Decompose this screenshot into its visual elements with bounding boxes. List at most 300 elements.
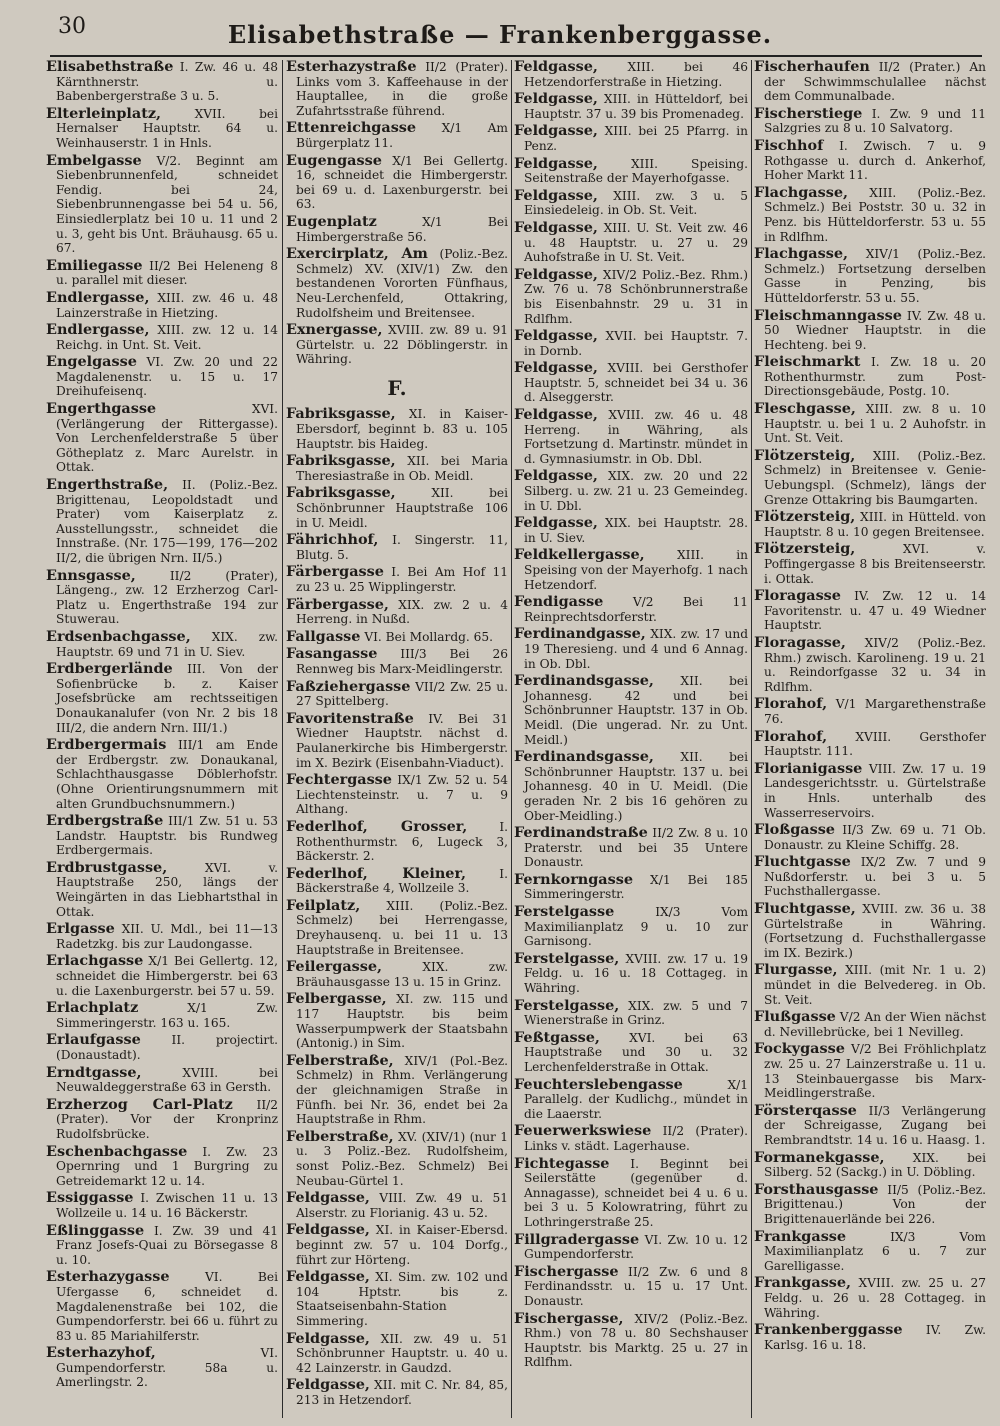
street-entry xyxy=(754,183,986,244)
street-name: Eugengasse xyxy=(286,151,382,169)
street-name: Ferdinandsgasse, xyxy=(514,672,654,690)
street-description: XVII. bei Hauptstr. 7. in Dornb. xyxy=(524,329,748,358)
street-description: XIII. zw. 3 u. 5 Einsiedeleig. in Ob. St. Veit. xyxy=(524,188,748,218)
street-description: VIII. Zw. 17 u. 19 Landesgerichtsstr. u. Gürtelstraße in Hnls. unterhalb des Wasserreservoirs. xyxy=(764,761,986,820)
street-description: I. Zw. 39 und 41 Franz Josefs-Quai zu Börsegasse 8 u. 10. xyxy=(56,1223,278,1267)
street-name: Ferstelgasse, xyxy=(514,949,620,967)
street-description: XV. (XIV/1) (nur 1 u. 3 Poliz.-Bez. Rudolfsheim, sonst Poliz.-Bez. Schmelz) Bei Neubau-Gürtel 1. xyxy=(296,1129,508,1188)
column-3 xyxy=(514,60,748,1418)
street-name: Fischergasse xyxy=(514,1262,619,1280)
street-description: XIII. bei 25 Pfarrg. in Penz. xyxy=(524,124,748,153)
street-name: Endlergasse, xyxy=(46,321,150,339)
street-description: I. Beginnt bei Seilerstätte (gegenüber d. Annagasse), schneidet bei 4 u. 6 u. bei 3 u. 5 Kolowratring, führt zu Lothringerstraße 25. xyxy=(524,1156,748,1229)
street-entry xyxy=(754,727,986,759)
street-entry xyxy=(754,823,986,852)
street-description: II/2 Bei Heleneng 8 u. parallel mit dieser. xyxy=(56,258,278,288)
street-name: Erlgasse xyxy=(46,920,115,938)
street-description: X/1 Bei 185 Simmeringerstr. xyxy=(524,872,748,902)
street-description: VI. Bei Ufergasse 6, schneidet d. Magdalenenstraße bei 102, die Gumpendorferstr. bei 66 u. führt zu 83 u. 85 Mariahilferstr. xyxy=(56,1270,278,1343)
street-description: V/2 An der Wien nächst d. Nevillebrücke, bei 1 Nevilleg. xyxy=(764,1010,986,1039)
street-entry xyxy=(514,548,748,592)
street-entry xyxy=(46,1095,278,1142)
street-entry xyxy=(514,1154,748,1230)
street-description: XVIII. zw. 89 u. 91 Gürtelstr. u. 22 Döblingerstr. in Währing. xyxy=(296,323,508,367)
street-name: Feldgasse, xyxy=(286,1329,370,1347)
street-description: II/2 (Prater). Links vom 3. Kaffeehause in der Hauptallee, in die große Zufahrtsstraße führend. xyxy=(296,60,508,118)
street-description: X/1 Am Bürgerplatz 11. xyxy=(296,121,508,150)
street-description: XIII. zw. 46 u. 48 Lainzerstraße in Hietzing. xyxy=(56,290,278,320)
street-name: Fendigasse xyxy=(514,593,604,611)
street-name: Frankenberggasse xyxy=(754,1321,903,1339)
street-entry xyxy=(286,247,508,320)
street-entry xyxy=(514,154,748,186)
street-entry xyxy=(46,662,278,735)
street-name: Feldgasse, xyxy=(286,1376,370,1394)
street-entry xyxy=(46,478,278,566)
street-entry xyxy=(46,256,278,288)
street-name: Feldgasse, xyxy=(514,186,598,204)
street-name: Fischhof xyxy=(754,136,824,154)
street-description: II. (Poliz.-Bez. Brigittenau, Leopoldstadt und Prater) vom Kaiserplatz z. Ausstellungsstr., schneidet die Innstraße. (Nr. 175—199, 176—202 II/2, die übrigen Nrn. II/5.) xyxy=(56,478,278,565)
street-entry xyxy=(46,151,278,256)
street-description: X/1 Bei Gellertg. 16, schneidet die Himbergerstr. bei 69 u. d. Laxenburgerstr. bei 63. xyxy=(296,153,508,212)
street-name: Erdbergermais xyxy=(46,736,167,754)
street-description: II/2 (Prater). Links v. städt. Lagerhause. xyxy=(524,1124,748,1153)
street-entry xyxy=(754,60,986,104)
street-name: Fechtergasse xyxy=(286,771,392,789)
street-description: III/1 am Ende der Erdbergstr. zw. Donaukanal, Schlachthausgasse Döblerhofstr. (Ohne Orientirungsnummern mit alten Grundbuchsnummern.) xyxy=(56,738,278,811)
street-description: XIV/1 (Pol.-Bez. Schmelz) in Rhm. Verlängerung der gleichnamigen Straße in Fünfh. bei Nr. 36, endet bei 2a Hauptstraße in Rhm. xyxy=(296,1053,508,1127)
street-name: Frankgasse xyxy=(754,1227,847,1245)
street-entry xyxy=(754,1276,986,1320)
street-description: XII. bei Johannesg. 42 und bei Schönbrunner Hauptstr. 137 in Ob. Meidl. (Die ungerad. Nr. zu Unt. Meidl.) xyxy=(524,674,748,747)
street-entry xyxy=(286,407,508,451)
street-description: XII. bei Schönbrunner Hauptstr. 137 u. bei Johannesg. 40 in U. Meidl. (Die geraden Nr. 2 bis 16 gehören zu Ober-Meidling.) xyxy=(524,750,748,823)
street-description: IV. Zw. 48 u. 50 Wiedner Hauptstr. in die Hechteng. bei 9. xyxy=(764,308,986,352)
street-name: Flötzersteig, xyxy=(754,446,856,464)
street-description: XI. zw. 115 und 117 Hauptstr. bis beim Wasserpumpwerk der Staatsbahn (Antonig.) in Sim. xyxy=(296,992,508,1051)
street-name: Feldgasse, xyxy=(514,122,598,140)
street-name: Feldgasse, xyxy=(514,327,598,345)
street-entry xyxy=(514,124,748,153)
street-name: Feßtgasse, xyxy=(514,1028,600,1046)
street-name: Feldgasse, xyxy=(514,90,598,108)
street-description: II/2 (Prater.) An der Schwimmschulallee nächst dem Communalbade. xyxy=(764,60,986,104)
street-description: X/1 Bei Gellertg. 12, schneidet die Himbergerstr. bei 63 u. die Laxenburgerstr. bei 57 u. 59. xyxy=(56,954,278,998)
street-description: X/1 Parallelg. der Kudlichg., mündet in die Laaerstr. xyxy=(524,1077,748,1121)
street-entry xyxy=(286,565,508,594)
street-entry xyxy=(754,1227,986,1274)
street-name: Floragasse, xyxy=(754,633,846,651)
street-description: XII. zw. 49 u. 51 Schönbrunner Hauptstr. u. 40 u. 42 Lainzerstr. in Gaudzd. xyxy=(296,1331,508,1375)
street-entry xyxy=(514,1309,748,1370)
street-entry xyxy=(754,1042,986,1100)
street-name: Feldgasse, xyxy=(286,1268,370,1286)
street-description: I. Singerstr. 11, Blutg. 5. xyxy=(296,533,508,562)
street-entry xyxy=(286,1329,508,1376)
street-entry xyxy=(754,963,986,1007)
street-name: Feldgasse, xyxy=(514,60,598,75)
street-name: Embelgasse xyxy=(46,151,142,169)
street-description: VI. Bei Mollardg. 65. xyxy=(364,629,494,644)
column-divider xyxy=(751,60,752,1418)
street-entry xyxy=(46,1033,278,1062)
street-name: Floragasse xyxy=(754,587,841,605)
street-name: Felbergasse, xyxy=(286,990,387,1008)
street-description: XI. in Kaiser-Ebersdorf, beginnt b. 83 u. 105 Hauptstr. bis Haideg. xyxy=(296,407,508,451)
street-entry xyxy=(286,60,508,118)
street-description: II/2 (Prater). Vor der Kronprinz Rudolfsbrücke. xyxy=(56,1097,278,1141)
street-name: Fichtegasse xyxy=(514,1154,610,1172)
street-name: Fleischmarkt xyxy=(754,353,861,371)
street-description: IX/3 Vom Maximilianplatz 6 u. 7 zur Garelligasse. xyxy=(764,1229,986,1273)
street-description: XIX. zw. 17 und 19 Theresieng. und 4 und 6 Annag. in Ob. Dbl. xyxy=(524,627,748,671)
street-description: V/2. Beginnt am Siebenbrunnenfeld, schneidet Fendig. bei 24, Siebenbrunnengasse bei 54 u. 56, Einsiedlerplatz bei 10 u. 11 und 2 u. 3, geht bis Unt. Bräuhausg. 65 u. 67. xyxy=(56,153,278,256)
street-entry xyxy=(754,355,986,399)
street-name: Fleischmanngasse xyxy=(754,306,902,324)
street-description: X/1 Zw. Simmeringerstr. 163 u. 165. xyxy=(56,1001,278,1030)
street-name: Erdsenbachgasse, xyxy=(46,627,191,645)
street-entry xyxy=(286,1051,508,1127)
street-entry xyxy=(514,1262,748,1309)
street-entry xyxy=(286,323,508,367)
street-name: Fischerstiege xyxy=(754,104,863,122)
street-name: Faßziehergasse xyxy=(286,677,411,695)
street-name: Exercirplatz, Am xyxy=(286,245,428,263)
street-entry xyxy=(46,627,278,659)
street-entry xyxy=(514,60,748,89)
street-description: I. Rothenthurmstr. 6, Lugeck 3, Bäckerstr. 2. xyxy=(296,819,508,864)
street-entry xyxy=(514,408,748,466)
street-entry xyxy=(514,826,748,870)
street-name: Esterhazygasse xyxy=(46,1268,170,1286)
street-entry xyxy=(514,1230,748,1262)
street-description: V/1 Margarethenstraße 76. xyxy=(764,697,986,726)
street-name: Erzherzog Carl-Platz xyxy=(46,1095,233,1113)
street-description: IX/3 Vom Maximilianplatz 9 u. 10 zur Garnisong. xyxy=(524,905,748,949)
street-name: Fleschgasse, xyxy=(754,400,856,418)
street-name: Felberstraße, xyxy=(286,1127,394,1145)
street-name: Federlhof, Kleiner, xyxy=(286,864,466,882)
street-description: XIII. U. St. Veit zw. 46 u. 48 Hauptstr. u. 27 u. 29 Auhofstraße in U. St. Veit. xyxy=(524,220,748,265)
street-description: III. Von der Sofienbrücke b. z. Kaiser Josefsbrücke am rechtsseitigen Donaukanalufer (von Nr. 2 bis 18 III/2, die andern Nrn. III/1.) xyxy=(56,662,278,735)
street-description: III/1 Zw. 51 u. 53 Landstr. Hauptstr. bis Rundweg Erdbergermais. xyxy=(56,814,278,858)
street-entry xyxy=(286,486,508,530)
street-entry xyxy=(754,306,986,353)
street-description: XIX. bei Hauptstr. 28. in U. Siev. xyxy=(524,516,748,545)
street-name: Ferdinandgasse, xyxy=(514,625,646,643)
street-name: Ferstelgasse xyxy=(514,903,615,921)
street-description: XIII. bei 46 Hetzendorferstraße in Hietzing. xyxy=(524,60,748,89)
street-entry xyxy=(514,218,748,265)
street-description: XI. Sim. zw. 102 und 104 Hptstr. bis z. Staatseisenbahn-Station Simmering. xyxy=(296,1270,508,1328)
street-description: IV. Zw. 12 u. 14 Favoritenstr. u. 47 u. 49 Wiedner Hauptstr. xyxy=(764,589,986,633)
street-description: (Poliz.-Bez. Schmelz) XV. (XIV/1) Zw. den bestandenen Vororten Fünfhaus, Neu-Lerchenfeld, Ottakring, Rudolfsheim und Breitensee. xyxy=(296,247,508,320)
street-name: Flötzersteig, xyxy=(754,508,856,526)
street-description: I. Zw. 46 u. 48 Kärnthnerstr. u. Babenbergerstraße 3 u. 5. xyxy=(56,60,278,104)
street-entry xyxy=(754,855,986,899)
street-description: XIII. zw. 8 u. 10 Hauptstr. u. bei 1 u. 2 Auhofstr. in Unt. St. Veit. xyxy=(764,402,986,446)
street-entry xyxy=(514,949,748,996)
street-description: XVIII. zw. 36 u. 38 Gürtelstraße in Währing. (Fortsetzung d. Fuchsthallergasse im IX. Bezirk.) xyxy=(764,902,986,960)
street-entry xyxy=(46,323,278,352)
street-name: Formanekgasse, xyxy=(754,1148,885,1166)
street-entry xyxy=(46,355,278,399)
street-description: XIV/1 (Poliz.-Bez. Schmelz.) Fortsetzung derselben Gasse in Penzing, bis Hütteldorferstr. 53 u. 55. xyxy=(764,247,986,305)
street-name: Flachgasse, xyxy=(754,183,848,201)
street-entry xyxy=(514,627,748,671)
street-description: II/2 (Prater), Längeng., zw. 12 Erzherzog Carl-Platz u. Engerthstraße 194 zur Stuwerau. xyxy=(56,568,278,627)
street-description: XIII. in Hütteldorf, bei Hauptstr. 37 u. 39 bis Promenadeg. xyxy=(524,92,748,121)
street-entry xyxy=(754,759,986,820)
street-name: Engerthgasse xyxy=(46,400,157,418)
street-entry xyxy=(754,446,986,507)
street-name: Feldgasse, xyxy=(286,1189,370,1207)
street-name: Fischergasse, xyxy=(514,1309,624,1327)
street-description: VI. Zw. 10 u. 12 Gumpendorferstr. xyxy=(524,1232,748,1262)
street-entry xyxy=(286,121,508,150)
street-entry xyxy=(286,212,508,244)
street-name: Eßlinggasse xyxy=(46,1221,145,1239)
street-entry xyxy=(514,92,748,121)
street-name: Ettenreichgasse xyxy=(286,119,417,137)
street-description: I. Zwisch. 7 u. 9 Rothgasse u. durch d. Ankerhof, Hoher Markt 11. xyxy=(764,138,986,183)
street-description: XIII. (Poliz.-Bez. Schmelz) in Breitensee v. Genie-Uebungspl. (Schmelz), längs der Grenze Ottakring bis Baumgarten. xyxy=(764,448,986,507)
street-description: VI. Zw. 20 und 22 Magdalenenstr. u. 15 u. 17 Dreihufeisenq. xyxy=(56,355,278,399)
street-entry xyxy=(46,954,278,998)
street-entry xyxy=(514,1124,748,1153)
street-name: Fallgasse xyxy=(286,627,361,645)
street-name: Engerthstraße, xyxy=(46,476,169,494)
street-description: I. Zw. 9 und 11 Salzgries zu 8 u. 10 Salvatorg. xyxy=(764,106,986,136)
street-description: XIII. in Hütteld. von Hauptstr. 8 u. 10 gegen Breitensee. xyxy=(764,510,986,539)
street-name: Esterhazystraße xyxy=(286,60,417,75)
street-entry xyxy=(754,136,986,183)
street-description: XIV/2 (Poliz.-Bez. Rhm.) von 78 u. 80 Sechshauser Hauptstr. bis Marktg. 25 u. 27 in Rdlfhm. xyxy=(524,1311,748,1370)
street-description: XIII. (Poliz.-Bez. Schmelz.) Bei Poststr. 30 u. 32 in Penz. bis Hütteldorferstr. 53 u. 55 in Rdlfhm. xyxy=(764,185,986,244)
street-description: VI. Gumpendorferstr. 58a u. Amerlingstr. 2. xyxy=(56,1346,278,1390)
street-entry xyxy=(754,1180,986,1227)
street-name: Erlachgasse xyxy=(46,952,144,970)
street-entry xyxy=(46,566,278,627)
street-name: Ferdinandsgasse, xyxy=(514,748,654,766)
street-description: XII. mit C. Nr. 84, 85, 213 in Hetzendorf. xyxy=(296,1378,508,1407)
street-name: Feldgasse, xyxy=(514,514,598,532)
street-name: Feldgasse, xyxy=(514,218,598,236)
street-name: Flachgasse, xyxy=(754,245,848,263)
street-entry xyxy=(286,151,508,212)
street-description: XII. U. Mdl., bei 11—13 Radetzkg. bis zur Laudongasse. xyxy=(56,922,278,951)
street-description: I. Zw. 23 Opernring und 1 Burgring zu Getreidemarkt 12 u. 14. xyxy=(56,1144,278,1188)
street-name: Fluchtgasse xyxy=(754,853,851,871)
street-entry xyxy=(514,1075,748,1122)
street-name: Florianigasse xyxy=(754,759,863,777)
street-name: Fernkorngasse xyxy=(514,870,633,888)
street-description: XII. bei Maria Theresiastraße in Ob. Meidl. xyxy=(296,454,508,483)
street-entry xyxy=(46,1001,278,1030)
street-description: IV. Zw. Karlsg. 16 u. 18. xyxy=(764,1323,986,1352)
street-name: Fasangasse xyxy=(286,645,378,663)
street-description: XIX. zw. 5 und 7 Wienerstraße in Grinz. xyxy=(524,998,748,1028)
street-name: Feilergasse, xyxy=(286,958,383,976)
street-entry xyxy=(514,595,748,624)
column-divider xyxy=(282,60,283,1418)
street-entry xyxy=(286,960,508,989)
street-description: XIX. zw. Bräuhausgasse 13 u. 15 in Grinz. xyxy=(296,960,508,989)
street-description: IV. Bei 31 Wiedner Hauptstr. nächst d. Paulanerkirche bis Himbergerstr. im X. Bezirk (Eisenbahn-Viaduct). xyxy=(296,711,508,770)
street-description: XVI. v. Poffingergasse 8 bis Breitenseerstr. i. Ottak. xyxy=(764,542,986,586)
street-entry xyxy=(46,402,278,475)
street-entry xyxy=(754,1101,986,1148)
street-description: II. projectirt. (Donaustadt). xyxy=(56,1033,278,1062)
street-description: I. Zwischen 11 u. 13 Wollzeile u. 14 u. 16 Bäckerstr. xyxy=(56,1191,278,1220)
street-description: XIX. zw. 2 u. 4 Herreng. in Nußd. xyxy=(296,597,508,627)
street-entry xyxy=(286,709,508,770)
street-name: Fillgradergasse xyxy=(514,1230,640,1248)
header-rule xyxy=(50,55,982,57)
street-description: XVIII. zw. 25 u. 27 Feldg. u. 26 u. 28 Cottageg. in Währing. xyxy=(764,1276,986,1320)
street-entry xyxy=(286,627,508,645)
street-entry xyxy=(754,1148,986,1180)
street-entry xyxy=(46,858,278,919)
street-entry xyxy=(514,750,748,823)
street-entry xyxy=(286,595,508,627)
street-description: XI. in Kaiser-Ebersd. beginnt zw. 57 u. 104 Dorfg., führt zur Hörteng. xyxy=(296,1223,508,1267)
column-4 xyxy=(754,60,986,1418)
street-entry xyxy=(754,589,986,633)
street-description: XIII. Speising. Seitenstraße der Mayerhofgasse. xyxy=(524,156,748,186)
street-description: II/3 Verlängerung der Schreigasse, Zugang bei Rembrandtstr. 14 u. 16 u. Haasg. 1. xyxy=(764,1103,986,1147)
street-entry xyxy=(286,817,508,864)
street-entry xyxy=(46,1063,278,1095)
street-name: Engelgasse xyxy=(46,353,137,371)
street-description: XVII. bei Hernalser Hauptstr. 64 u. Weinhauserstr. 1 in Hnls. xyxy=(56,106,278,150)
street-description: VIII. Zw. 49 u. 51 Alserstr. zu Florianig. 43 u. 52. xyxy=(296,1191,508,1220)
street-name: Färbergasse, xyxy=(286,595,389,613)
street-name: Fabriksgasse, xyxy=(286,484,396,502)
street-entry xyxy=(46,738,278,811)
street-name: Feldkellergasse, xyxy=(514,546,645,564)
street-description: XVIII. bei Gersthofer Hauptstr. 5, schneidet bei 34 u. 36 d. Alseggerstr. xyxy=(524,361,748,405)
street-entry xyxy=(514,870,748,902)
street-entry xyxy=(514,996,748,1028)
street-name: Flurgasse, xyxy=(754,961,838,979)
street-entry xyxy=(286,1127,508,1188)
street-name: Feuchterslebengasse xyxy=(514,1075,683,1093)
street-description: XIII. zw. 12 u. 14 Reichg. in Unt. St. Veit. xyxy=(56,323,278,352)
street-name: Feldgasse, xyxy=(514,154,598,172)
street-description: XIX. bei Silberg. 52 (Sackg.) in U. Döbling. xyxy=(764,1150,986,1180)
street-description: XIII. (mit Nr. 1 u. 2) mündet in die Belvedereg. in Ob. St. Veit. xyxy=(764,963,986,1007)
street-entry xyxy=(286,454,508,483)
street-name: Fabriksgasse, xyxy=(286,405,396,423)
street-entry xyxy=(286,533,508,562)
street-name: Forsthausgasse xyxy=(754,1180,879,1198)
street-entry xyxy=(514,516,748,545)
street-entry xyxy=(286,1191,508,1220)
street-entry xyxy=(286,677,508,709)
column-1 xyxy=(46,60,278,1418)
street-description: I. Bei Am Hof 11 zu 23 u. 25 Wipplingerstr. xyxy=(296,565,508,594)
street-entry xyxy=(286,864,508,896)
street-entry xyxy=(286,647,508,676)
street-name: Erdbrustgasse, xyxy=(46,858,168,876)
street-name: Florahof, xyxy=(754,727,828,745)
street-name: Frankgasse, xyxy=(754,1274,852,1292)
street-name: Ferstelgasse, xyxy=(514,996,620,1014)
street-description: XIV/2 Poliz.-Bez. Rhm.) Zw. 76 u. 78 Schönbrunnerstraße bis Eisenbahnstr. 29 u. 31 in Rdlfhm. xyxy=(524,267,748,326)
street-name: Erdbergerlände xyxy=(46,660,173,678)
street-name: Emiliegasse xyxy=(46,256,143,274)
street-description: XIX. zw. Hauptstr. 69 und 71 in U. Siev. xyxy=(56,629,278,659)
street-entry xyxy=(46,922,278,951)
street-name: Exnergasse, xyxy=(286,321,383,339)
street-description: XVI. (Verlängerung der Rittergasse). Von Lerchenfelderstraße 5 über Götheplatz z. Marc Aurelstr. in Ottak. xyxy=(56,402,278,475)
street-entry xyxy=(514,186,748,218)
street-name: Feldgasse, xyxy=(514,265,598,283)
street-name: Fährichhof, xyxy=(286,531,379,549)
street-entry xyxy=(46,104,278,151)
street-description: II/5 (Poliz.-Bez. Brigittenau.) Von der Brigittenauerlände bei 226. xyxy=(764,1182,986,1226)
street-name: Flußgasse xyxy=(754,1008,836,1026)
street-description: VII/2 Zw. 25 u. 27 Spittelberg. xyxy=(296,679,508,709)
street-entry xyxy=(46,1221,278,1268)
street-entry xyxy=(754,1010,986,1039)
column-divider xyxy=(511,60,512,1418)
street-name: Feilplatz, xyxy=(286,896,361,914)
street-name: Endlergasse, xyxy=(46,288,150,306)
street-entry xyxy=(754,247,986,305)
street-entry xyxy=(286,1270,508,1328)
street-name: Essiggasse xyxy=(46,1189,134,1207)
street-description: XIV/2 (Poliz.-Bez. Rhm.) zwisch. Karolineng. 19 u. 21 u. Reindorfgasse 32 u. 34 in Rdlfhm. xyxy=(764,635,986,694)
street-entry xyxy=(514,469,748,513)
street-description: II/2 Zw. 6 und 8 Ferdinandsstr. u. 15 u. 17 Unt. Donaustr. xyxy=(524,1264,748,1308)
street-entry xyxy=(46,1346,278,1390)
street-description: XII. bei Schönbrunner Hauptstraße 106 in U. Meidl. xyxy=(296,486,508,530)
page-number: 30 xyxy=(58,14,86,39)
street-name: Erndtgasse, xyxy=(46,1063,142,1081)
street-name: Erdbergstraße xyxy=(46,812,164,830)
section-letter: F. xyxy=(387,375,407,400)
street-description: II/3 Zw. 69 u. 71 Ob. Donaustr. zu Kleine Schiffg. 28. xyxy=(764,823,986,852)
street-name: Flötzersteig, xyxy=(754,540,856,558)
street-entry xyxy=(754,104,986,136)
street-name: Floßgasse xyxy=(754,821,835,839)
street-description: XVIII. zw. 46 u. 48 Herreng. in Währing, als Fortsetzung d. Martinstr. mündet in d. Gymnasiumstr. in Ob. Dbl. xyxy=(524,408,748,466)
street-name: Elisabethstraße xyxy=(46,60,174,75)
street-entry xyxy=(286,773,508,817)
street-description: I. Bäckerstraße 4, Wollzeile 3. xyxy=(296,866,508,896)
street-description: V/2 Bei Fröhlichplatz zw. 25 u. 27 Lainzerstraße u. 11 u. 13 Steinbauergasse bis Marx-Meidlingerstraße. xyxy=(764,1042,986,1101)
street-description: IX/2 Zw. 7 und 9 Nußdorferstr. u. bei 3 u. 5 Fuchsthallergasse. xyxy=(764,855,986,899)
street-entry xyxy=(754,542,986,586)
street-entry xyxy=(754,633,986,694)
street-description: XVIII. bei Neuwaldeggerstraße 63 in Gersth. xyxy=(56,1065,278,1095)
street-entry xyxy=(286,1378,508,1407)
street-name: Ferdinandstraße xyxy=(514,824,648,842)
street-entry xyxy=(754,697,986,726)
street-name: Eschenbachgasse xyxy=(46,1142,188,1160)
street-entry xyxy=(46,1142,278,1189)
street-name: Elterleinplatz, xyxy=(46,104,162,122)
street-entry xyxy=(514,905,748,949)
street-description: II/2 Zw. 8 u. 10 Praterstr. und bei 35 Untere Donaustr. xyxy=(524,826,748,870)
street-description: X/1 Bei Himbergerstraße 56. xyxy=(296,214,508,244)
street-name: Färbergasse xyxy=(286,563,384,581)
street-description: V/2 Bei 11 Reinprechtsdorferstr. xyxy=(524,595,748,624)
street-description: XIII. (Poliz.-Bez. Schmelz) bei Herrengasse, Dreyhausenq. u. bei 11 u. 13 Hauptstraße in Breitensee. xyxy=(296,898,508,957)
